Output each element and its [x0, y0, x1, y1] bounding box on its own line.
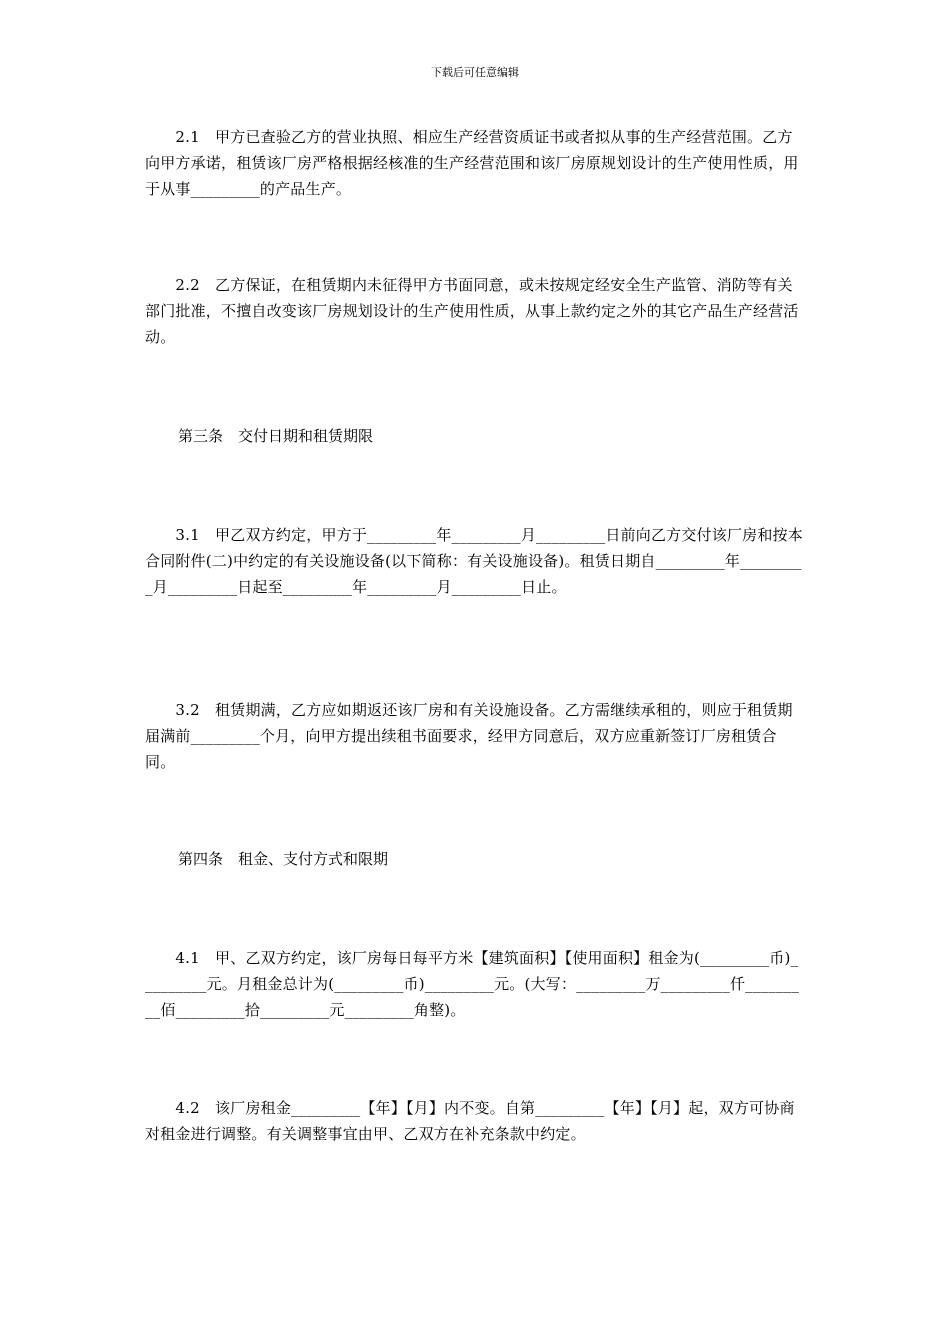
clause-2-1	[145, 124, 805, 202]
clause-4-2	[145, 1095, 805, 1147]
clause-2-2	[145, 272, 805, 350]
clause-4-2-text: 4.2 该厂房租金_________【年】【月】内不变。自第_________【年】【月】起，双方可协商对租金进行调整。有关调整事宜由甲、乙双方在补充条款中约定。	[145, 1099, 795, 1143]
article-4-heading: 第四条 租金、支付方式和限期	[178, 850, 389, 868]
clause-2-1-text: 2.1 甲方已查验乙方的营业执照、相应生产经营资质证书或者拟从事的生产经营范围。乙方向甲方承诺，租赁该厂房严格根据经核准的生产经营范围和该厂房原规划设计的生产使用性质，用于从事_________的产品生产。	[145, 128, 799, 198]
clause-4-1-text: 4.1 甲、乙双方约定，该厂房每日每平方米【建筑面积】【使用面积】租金为(_________币)_________元。月租金总计为(_________币)_________元。(大写：_________万_________仟_________佰_________拾_________元_________角整)。	[145, 949, 800, 1019]
clause-3-2	[145, 697, 805, 775]
clause-3-2-text: 3.2 租赁期满，乙方应如期返还该厂房和有关设施设备。乙方需继续承租的，则应于租赁期届满前_________个月，向甲方提出续租书面要求，经甲方同意后，双方应重新签订厂房租赁合同。	[145, 701, 793, 771]
clause-3-1	[145, 522, 805, 600]
clause-3-1-text: 3.1 甲乙双方约定，甲方于_________年_________月_________日前向乙方交付该厂房和按本合同附件(二)中约定的有关设施设备(以下简称：有关设施设备)。租赁日期自_________年_________月_________日起至_________年_________月_________日止。	[145, 526, 803, 596]
clause-4-1	[145, 945, 805, 1023]
page-header: 下载后可任意编辑	[431, 66, 519, 79]
article-3-heading: 第三条 交付日期和租赁期限	[178, 427, 374, 445]
clause-2-2-text: 2.2 乙方保证，在租赁期内未征得甲方书面同意，或未按规定经安全生产监管、消防等有关部门批准，不擅自改变该厂房规划设计的生产使用性质，从事上款约定之外的其它产品生产经营活动。	[145, 276, 799, 346]
